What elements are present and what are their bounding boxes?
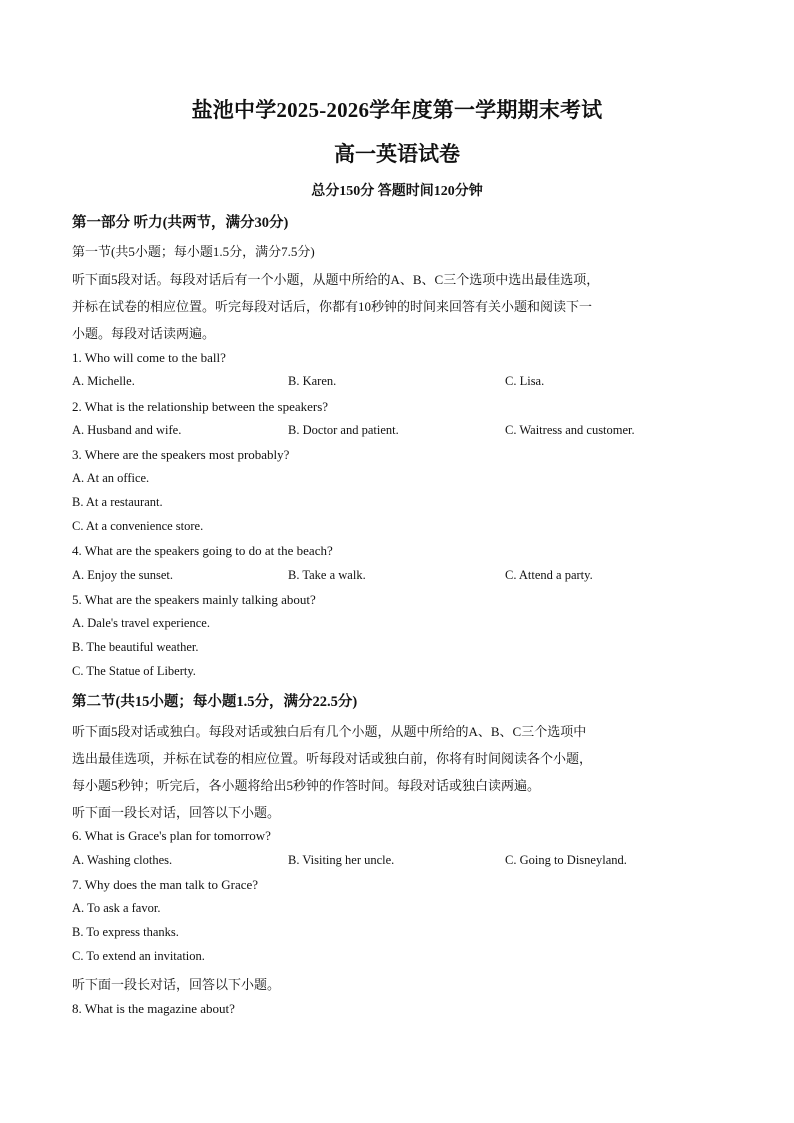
section1-instruction-line: 小题。每段对话读两遍。	[72, 326, 216, 341]
q5-option-b: B. The beautiful weather.	[72, 640, 199, 654]
section1-instruction-line: 听下面5段对话。每段对话后有一个小题，从题中所给的A、B、C三个选项中选出最佳选项，	[72, 272, 600, 287]
q7-option-c: C. To extend an invitation.	[72, 949, 205, 963]
q5-option-c: C. The Statue of Liberty.	[72, 664, 196, 678]
exam-title: 盐池中学2025-2026学年度第一学期期末考试	[191, 98, 603, 122]
section2-instruction-line: 每小题5秒钟；听完后，各小题将给出5秒钟的作答时间。每段对话或独白读两遍。	[72, 778, 541, 793]
q6-option-b: B. Visiting her uncle.	[288, 853, 395, 867]
q2-option-b: B. Doctor and patient.	[288, 423, 399, 437]
question-8: 8. What is the magazine about?	[72, 1001, 235, 1016]
question-1: 1. Who will come to the ball?	[72, 350, 226, 365]
question-3: 3. Where are the speakers most probably?	[72, 447, 290, 462]
q2-option-c: C. Waitress and customer.	[505, 423, 635, 437]
exam-subtitle: 高一英语试卷	[334, 142, 460, 166]
question-4: 4. What are the speakers going to do at the beach?	[72, 543, 333, 558]
section2-instruction-line: 选出最佳选项，并标在试卷的相应位置。听每段对话或独白前，你将有时间阅读各个小题，	[72, 751, 593, 766]
q1-option-a: A. Michelle.	[72, 374, 135, 388]
section2-heading: 第二节(共15小题；每小题1.5分，满分22.5分)	[72, 694, 358, 710]
q3-option-c: C. At a convenience store.	[72, 519, 204, 533]
q3-option-a: A. At an office.	[72, 471, 150, 485]
q5-option-a: A. Dale's travel experience.	[72, 616, 210, 630]
question-6: 6. What is Grace's plan for tomorrow?	[72, 828, 271, 843]
q7-option-a: A. To ask a favor.	[72, 901, 161, 915]
section2-instruction-line: 听下面5段对话或独白。每段对话或独白后有几个小题，从题中所给的A、B、C三个选项中	[72, 724, 587, 739]
question-2: 2. What is the relationship between the speakers?	[72, 399, 329, 414]
q4-option-b: B. Take a walk.	[288, 568, 366, 582]
question-7: 7. Why does the man talk to Grace?	[72, 877, 259, 892]
q2-option-a: A. Husband and wife.	[72, 423, 182, 437]
q6-option-a: A. Washing clothes.	[72, 853, 173, 867]
lead-text: 听下面一段长对话，回答以下小题。	[72, 977, 281, 992]
q3-option-b: B. At a restaurant.	[72, 495, 163, 509]
q4-option-a: A. Enjoy the sunset.	[72, 568, 174, 582]
score-info: 总分150分 答题时间120分钟	[311, 184, 483, 199]
lead-text: 听下面一段长对话，回答以下小题。	[72, 805, 281, 820]
q6-option-c: C. Going to Disneyland.	[505, 853, 627, 867]
section1-heading: 第一节(共5小题；每小题1.5分，满分7.5分)	[72, 244, 315, 259]
part1-heading: 第一部分 听力(共两节，满分30分)	[72, 215, 289, 231]
question-5: 5. What are the speakers mainly talking about?	[72, 592, 316, 607]
q4-option-c: C. Attend a party.	[505, 568, 593, 582]
section1-instruction-line: 并标在试卷的相应位置。听完每段对话后，你都有10秒钟的时间来回答有关小题和阅读下一	[72, 299, 593, 314]
q1-option-c: C. Lisa.	[505, 374, 545, 388]
q1-option-b: B. Karen.	[288, 374, 337, 388]
q7-option-b: B. To express thanks.	[72, 925, 179, 939]
